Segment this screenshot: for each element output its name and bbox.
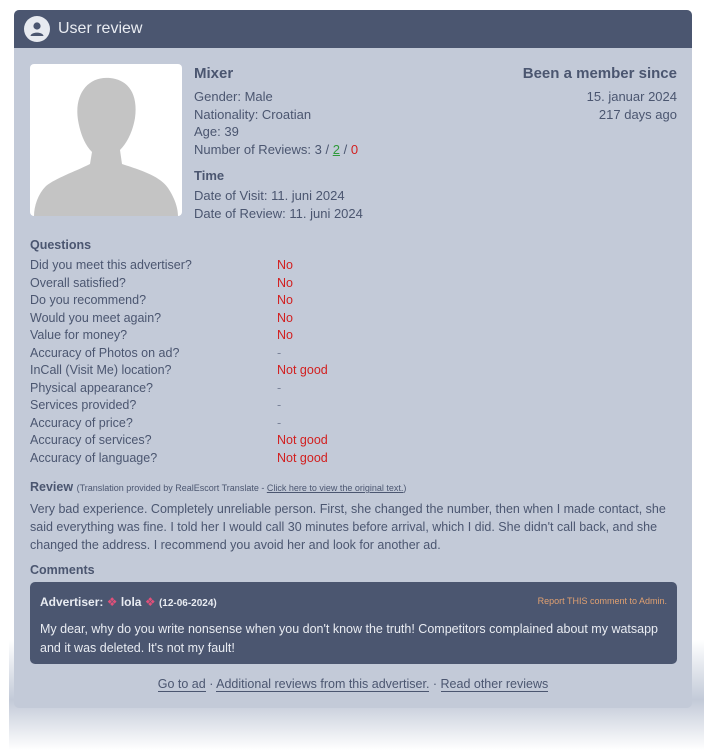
translation-note: (Translation provided by RealEscort Translate - Click here to view the original text.) xyxy=(76,483,407,493)
question-row xyxy=(30,292,670,310)
member-since-date: 15. januar 2024 xyxy=(586,89,677,104)
view-original-link[interactable]: Click here to view the original text. xyxy=(266,483,404,493)
question-answer: - xyxy=(277,415,282,430)
question-answer: No xyxy=(277,310,293,325)
review-title: Review xyxy=(30,480,74,494)
question-answer: - xyxy=(277,345,282,360)
go-to-ad-link[interactable]: Go to ad xyxy=(157,677,206,691)
question-label: Accuracy of language? xyxy=(30,450,158,465)
question-label: Physical appearance? xyxy=(30,380,153,395)
question-label: Do you recommend? xyxy=(30,293,147,307)
reviewer-review-count: Number of Reviews: 3 / 2 / 0 xyxy=(194,141,359,157)
question-label: Would you meet again? xyxy=(30,310,162,325)
additional-reviews-link[interactable]: Additional reviews from this advertiser. xyxy=(216,677,430,691)
report-comment-link[interactable]: Report THIS comment to Admin. xyxy=(537,596,667,606)
question-row xyxy=(30,327,670,345)
question-answer: Not good xyxy=(277,450,328,465)
question-label: Services provided? xyxy=(30,398,137,412)
reviews-positive[interactable]: 2 xyxy=(332,141,340,157)
question-row xyxy=(30,432,670,450)
card-title: User review xyxy=(58,20,143,37)
question-label: Accuracy of Photos on ad? xyxy=(30,345,180,360)
reviewer-avatar xyxy=(30,64,182,216)
page-margin xyxy=(0,0,9,750)
review-section xyxy=(30,480,678,554)
question-row xyxy=(30,257,670,275)
question-row xyxy=(30,397,670,415)
date-of-review: Date of Review: 11. juni 2024 xyxy=(194,205,363,221)
comments-title: Comments xyxy=(30,563,95,577)
review-text: Very bad experience. Completely unreliable person. First, she changed the number, then when I made contact, she said everything was fine. I told her I would call 30 minutes before arrival, which I did. She didn't call back, and she changed the address. I recommend you avoid her and look for another ad. xyxy=(30,502,666,552)
comment-author: lola xyxy=(120,595,142,609)
time-title: Time xyxy=(194,168,225,183)
member-since-title: Been a member since xyxy=(522,65,677,82)
question-answer: No xyxy=(277,275,293,290)
question-row xyxy=(30,345,670,363)
card-header xyxy=(14,10,692,48)
question-label: Accuracy of price? xyxy=(30,415,133,430)
questions-list xyxy=(30,257,670,467)
reviewer-age: Age: 39 xyxy=(194,124,239,139)
questions-title: Questions xyxy=(30,238,92,252)
question-answer: - xyxy=(277,398,282,412)
footer-links: Go to ad · Additional reviews from this advertiser. · Read other reviews xyxy=(157,677,549,691)
question-row xyxy=(30,380,670,398)
question-answer: Not good xyxy=(277,433,328,447)
date-of-visit: Date of Visit: 11. juni 2024 xyxy=(194,188,345,203)
question-answer: - xyxy=(277,380,282,395)
questions-section xyxy=(30,238,670,467)
question-row xyxy=(30,310,670,328)
question-row xyxy=(30,415,670,433)
comment-date: (12-06-2024) xyxy=(158,598,217,609)
read-other-reviews-link[interactable]: Read other reviews xyxy=(440,677,549,691)
reviewer-name: Mixer xyxy=(194,65,234,82)
question-label: Value for money? xyxy=(30,328,128,342)
reviewer-nationality: Nationality: Croatian xyxy=(194,106,312,122)
comment-text: My dear, why do you write nonsense when you don't know the truth! Competitors complained about my watsapp and it was deleted. It's not my fault! xyxy=(40,622,658,655)
question-row xyxy=(30,275,670,293)
question-label: InCall (Visit Me) location? xyxy=(30,363,172,377)
kiss-icon: ❖ xyxy=(144,595,156,609)
review-card xyxy=(14,10,692,708)
question-row xyxy=(30,362,670,380)
question-answer: No xyxy=(277,258,293,272)
user-icon xyxy=(24,16,50,42)
reviews-negative: 0 xyxy=(350,141,359,157)
comment-item xyxy=(30,582,677,664)
member-since-days: 217 days ago xyxy=(598,106,677,122)
question-label: Overall satisfied? xyxy=(30,275,126,290)
question-row xyxy=(30,450,670,468)
reviewer-gender: Gender: Male xyxy=(194,89,273,104)
member-since xyxy=(523,65,677,123)
question-answer: No xyxy=(277,293,293,307)
kiss-icon: ❖ xyxy=(106,595,118,609)
comment-header: Advertiser: ❖ lola ❖ (12-06-2024) xyxy=(40,595,217,609)
question-label: Did you meet this advertiser? xyxy=(30,258,192,272)
question-answer: Not good xyxy=(277,363,328,377)
question-answer: No xyxy=(277,328,293,342)
question-label: Accuracy of services? xyxy=(30,433,152,447)
reviews-total: 3 xyxy=(314,141,322,157)
